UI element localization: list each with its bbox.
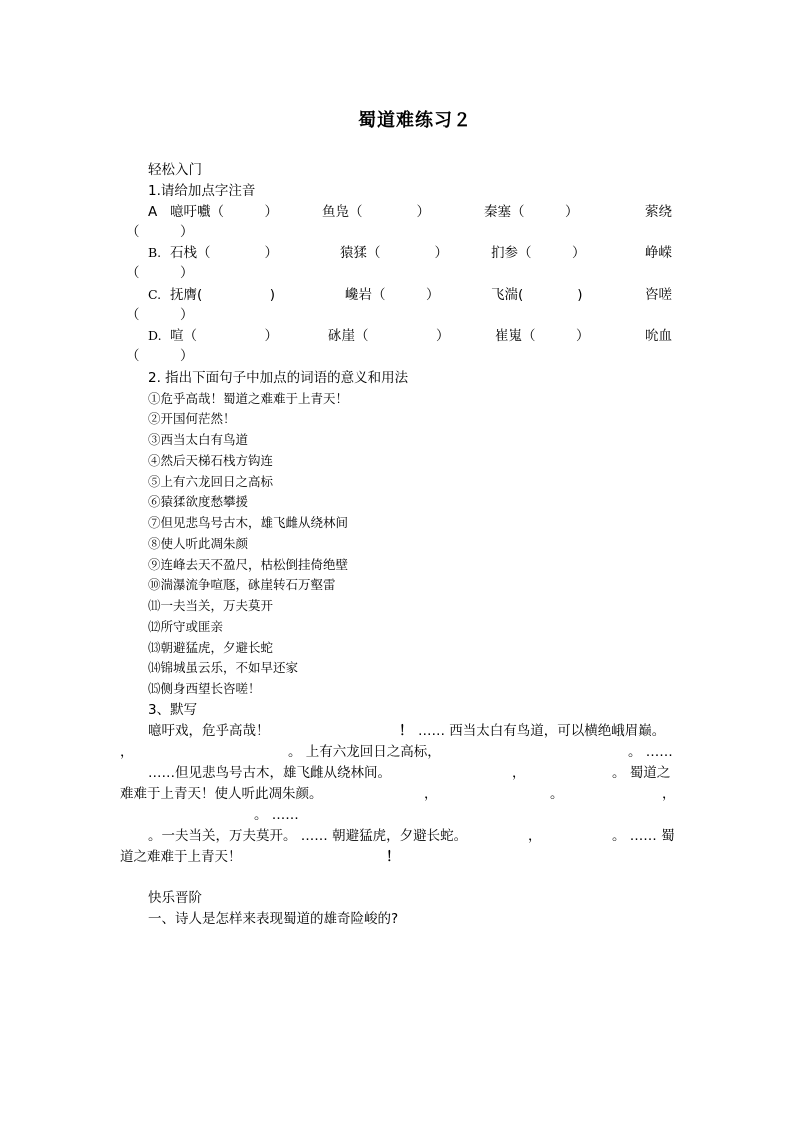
sentence-item: ④然后天梯石栈方钩连 (148, 453, 274, 468)
sentence-item: ⑥猿猱欲度愁攀援 (148, 494, 249, 509)
dictation-text: 噫吁戏，危乎高哉！ (148, 723, 270, 739)
sentence-item: ③西当太白有鸟道 (148, 432, 249, 447)
sentence-item: ⑤上有六龙回日之高标 (148, 474, 274, 489)
sentence-item: ⑨连峰去天不盈尺，枯松倒挂倚绝壁 (148, 557, 349, 572)
question-2-prompt: 2. 指出下面句子中加点的词语的意义和用法 (148, 370, 409, 386)
sentence-item: ⒁锦城虽云乐，不如早还家 (148, 660, 299, 675)
dictation-text: 难难于上青天！使人听此凋朱颜。 (120, 786, 323, 802)
dictation-text: …… 西当太白有鸟道，可以横绝峨眉巅。 (418, 723, 666, 739)
pinyin-blank[interactable]: （ ） (126, 348, 194, 364)
dictation-text: 。 …… (628, 744, 673, 760)
pinyin-item: 喧（ ） (170, 328, 278, 344)
row-label: B. (148, 245, 162, 260)
sentence-item: ⒀朝避猛虎，夕避长蛇 (148, 640, 274, 655)
dictation-text: ， (424, 786, 438, 802)
sentence-item: ②开国何茫然！ (148, 411, 236, 426)
pinyin-item: 石栈（ ） (170, 245, 278, 261)
dictation-text: ， (512, 765, 526, 781)
pinyin-item: 抚膺( ) (170, 287, 276, 303)
dictation-text: ， (662, 786, 676, 802)
sentence-item: ⑿所守或匪亲 (148, 619, 224, 634)
section-heading-advanced: 快乐晋阶 (148, 890, 202, 906)
sentence-item: ⒂侧身西望长咨嗟！ (148, 681, 261, 696)
row-label: C. (148, 287, 162, 302)
pinyin-item: 崔嵬（ ） (495, 328, 590, 344)
dictation-text: 。一夫当关，万夫莫开。 …… 朝避猛虎，夕避长蛇。 (148, 828, 468, 844)
dictation-text: 。 蜀道之 (612, 765, 671, 781)
sentence-item: ①危乎高哉！蜀道之难难于上青天！ (148, 391, 349, 406)
dictation-text: ！ (399, 723, 413, 739)
pinyin-item: 飞湍( ) (491, 287, 583, 303)
dictation-text: 。 …… (254, 807, 299, 823)
dictation-text: 。 上有六龙回日之高标， (288, 744, 441, 760)
sentence-item: ⑾一夫当关，万夫莫开 (148, 598, 274, 613)
dictation-text: 。 (550, 786, 564, 802)
dictation-text: ， (528, 828, 542, 844)
page-title: 蜀道难练习２ (358, 110, 472, 131)
sentence-item: ⑦但见悲鸟号古木，雄飞雌从绕林间 (148, 515, 349, 530)
sentence-item: ⑧使人听此凋朱颜 (148, 536, 249, 551)
pinyin-blank[interactable]: （ ） (126, 265, 194, 281)
pinyin-blank[interactable]: （ ） (126, 224, 194, 240)
row-label: D. (148, 328, 162, 343)
sentence-item: ⑩湍瀑流争喧豗，砯崖转石万壑雷 (148, 577, 336, 592)
pinyin-item: 鱼凫（ ） (322, 204, 430, 220)
pinyin-item: 噫吁嚱（ ） (170, 204, 278, 220)
row-label: A (148, 204, 158, 220)
section-heading-easy: 轻松入门 (148, 162, 202, 178)
dictation-text: 。 …… 蜀 (612, 828, 675, 844)
dictation-text: 道之难难于上青天！ (120, 849, 242, 865)
question-text: 一、诗人是怎样来表现蜀道的雄奇险峻的? (148, 911, 399, 927)
pinyin-item: 猿猱（ ） (340, 245, 448, 261)
pinyin-item: 秦塞（ ） (484, 204, 579, 220)
pinyin-item: 吮血 (645, 328, 672, 344)
pinyin-item: 巉岩（ ） (345, 287, 440, 303)
pinyin-blank[interactable]: （ ） (126, 307, 194, 323)
question-1-prompt: 1.请给加点字注音 (148, 183, 256, 199)
dictation-text: ……但见悲鸟号古木，雄飞雌从绕林间。 (148, 765, 391, 781)
pinyin-item: 砯崖（ ） (328, 328, 450, 344)
pinyin-item: 咨嗟 (645, 287, 672, 303)
pinyin-item: 萦绕 (645, 204, 672, 220)
question-3-prompt: 3、默写 (148, 702, 198, 718)
dictation-text: ！ (386, 849, 400, 865)
pinyin-item: 扪参（ ） (491, 245, 586, 261)
dictation-text: ， (120, 744, 134, 760)
pinyin-item: 峥嵘 (645, 245, 672, 261)
